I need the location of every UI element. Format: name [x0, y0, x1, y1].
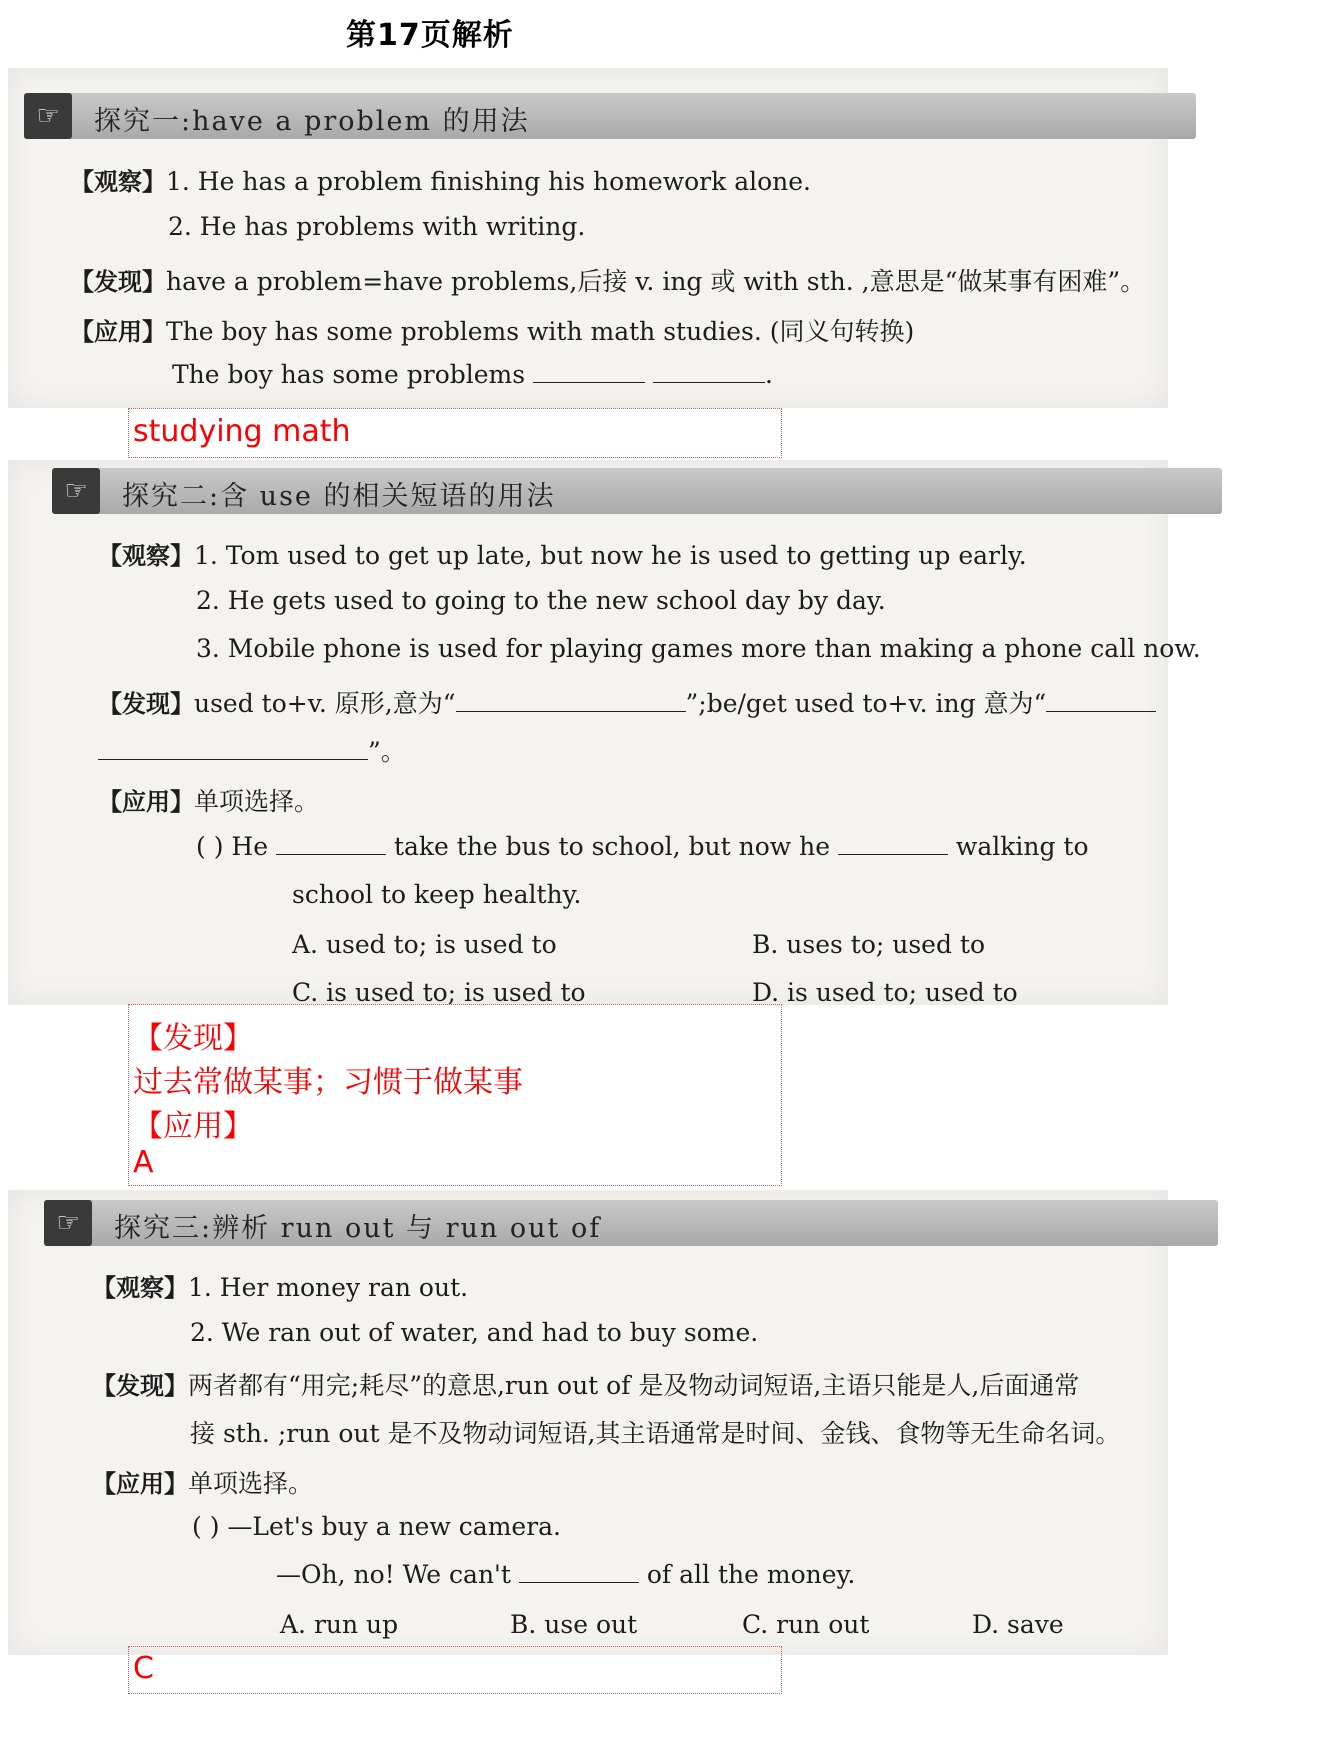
discover-text: 接 sth. ;run out 是不及物动词短语,其主语通常是时间、金钱、食物等无生命名词。 [190, 1419, 1121, 1448]
observe-line-2 [190, 1318, 758, 1347]
answer-label: 【应用】 [133, 1109, 253, 1144]
observe-tag: 【观察】 [92, 1274, 188, 1302]
option-d[interactable]: D. save [972, 1610, 1064, 1639]
observe-line-1 [70, 162, 811, 197]
option-d[interactable]: D. is used to; used to [752, 978, 1018, 1007]
discover-line [92, 1366, 1079, 1402]
observe-tag: 【观察】 [70, 168, 166, 196]
answer-text: 过去常做某事；习惯于做某事 [133, 1065, 523, 1100]
observe-line-1 [98, 536, 1027, 571]
pointing-hand-icon: ☞ [24, 93, 72, 139]
discover-tag: 【发现】 [70, 268, 166, 296]
answer-blank[interactable] [533, 360, 645, 383]
pointing-hand-icon: ☞ [52, 468, 100, 514]
apply-line [92, 1464, 313, 1500]
question-text: school to keep healthy. [292, 880, 582, 909]
answer-box-1 [128, 408, 782, 458]
observe-text: 1. Tom used to get up late, but now he is used to getting up early. [194, 541, 1027, 570]
option-a[interactable]: A. run up [280, 1610, 399, 1639]
section-title: 探究一:have a problem 的用法 [94, 106, 530, 137]
answer-blank[interactable] [456, 689, 686, 712]
observe-line-2 [196, 586, 886, 615]
answer-text: C [133, 1651, 154, 1686]
discover-text: used to+v. 原形,意为“ [194, 689, 456, 718]
apply-blank-line [172, 360, 773, 389]
apply-sentence: The boy has some problems [172, 360, 526, 389]
discover-tag: 【发现】 [98, 690, 194, 718]
option-c[interactable]: C. is used to; is used to [292, 978, 586, 1007]
question-text: —Oh, no! We can't [276, 1560, 511, 1589]
answer-box-2 [128, 1004, 782, 1186]
discover-end: ”。 [368, 737, 406, 766]
discover-text: ”;be/get used to+v. ing 意为“ [685, 689, 1047, 718]
section-title: 探究二:含 use 的相关短语的用法 [122, 481, 556, 512]
question-text: —Let's buy a new camera. [227, 1512, 561, 1541]
question-line-2 [292, 880, 581, 909]
answer-box-3 [128, 1646, 782, 1694]
period: . [765, 360, 773, 389]
apply-tag: 【应用】 [70, 318, 166, 346]
section-header-3 [44, 1200, 1218, 1246]
section-title: 探究三:辨析 run out 与 run out of [114, 1213, 602, 1244]
answer-text: A [133, 1145, 154, 1180]
answer-paren[interactable]: ( ) [192, 1512, 220, 1541]
question-line [196, 832, 1089, 861]
discover-line-2 [98, 732, 406, 768]
discover-line-2 [190, 1414, 1120, 1450]
observe-text: 3. Mobile phone is used for playing games more than making a phone call now. [196, 634, 1201, 663]
observe-text: 1. Her money ran out. [188, 1273, 469, 1302]
answer-blank[interactable] [1046, 689, 1156, 712]
apply-line [98, 782, 319, 818]
observe-text: 2. He has problems with writing. [168, 212, 586, 241]
observe-tag: 【观察】 [98, 542, 194, 570]
answer-blank[interactable] [98, 737, 368, 760]
observe-line-3 [196, 634, 1201, 663]
option-c[interactable]: C. run out [742, 1610, 870, 1639]
question-text: of all the money. [646, 1560, 856, 1589]
apply-line [70, 312, 914, 348]
answer-blank[interactable] [276, 832, 386, 855]
question-line-2 [276, 1560, 855, 1589]
section-header-1 [24, 93, 1196, 139]
option-b[interactable]: B. uses to; used to [752, 930, 986, 959]
answer-blank[interactable] [653, 360, 765, 383]
discover-text: 两者都有“用完;耗尽”的意思,run out of 是及物动词短语,主语只能是人,后面通常 [188, 1371, 1080, 1400]
observe-text: 1. He has a problem finishing his homework alone. [166, 167, 811, 196]
observe-line-1 [92, 1268, 468, 1303]
observe-text: 2. He gets used to going to the new school day by day. [196, 586, 886, 615]
apply-text: 单项选择。 [194, 787, 320, 816]
discover-tag: 【发现】 [92, 1372, 188, 1400]
question-line [192, 1512, 561, 1541]
option-a[interactable]: A. used to; is used to [292, 930, 557, 959]
page-title: 第17页解析 [346, 18, 514, 53]
apply-tag: 【应用】 [92, 1470, 188, 1498]
discover-line [70, 262, 1145, 298]
question-text: take the bus to school, but now he [393, 832, 831, 861]
observe-text: 2. We ran out of water, and had to buy some. [190, 1318, 759, 1347]
apply-tag: 【应用】 [98, 788, 194, 816]
question-text: He [231, 832, 269, 861]
answer-blank[interactable] [519, 1560, 639, 1583]
observe-line-2 [168, 212, 585, 241]
answer-label: 【发现】 [133, 1021, 253, 1056]
answer-paren[interactable]: ( ) [196, 832, 224, 861]
question-text: walking to [955, 832, 1089, 861]
apply-text: 单项选择。 [188, 1469, 314, 1498]
pointing-hand-icon: ☞ [44, 1200, 92, 1246]
option-b[interactable]: B. use out [510, 1610, 638, 1639]
apply-text: The boy has some problems with math studies. (同义句转换) [166, 317, 915, 346]
answer-text: studying math [133, 414, 351, 449]
discover-text: have a problem=have problems,后接 v. ing 或 with sth. ,意思是“做某事有困难”。 [166, 267, 1146, 296]
answer-blank[interactable] [838, 832, 948, 855]
discover-line [98, 684, 1156, 720]
section-header-2 [52, 468, 1222, 514]
